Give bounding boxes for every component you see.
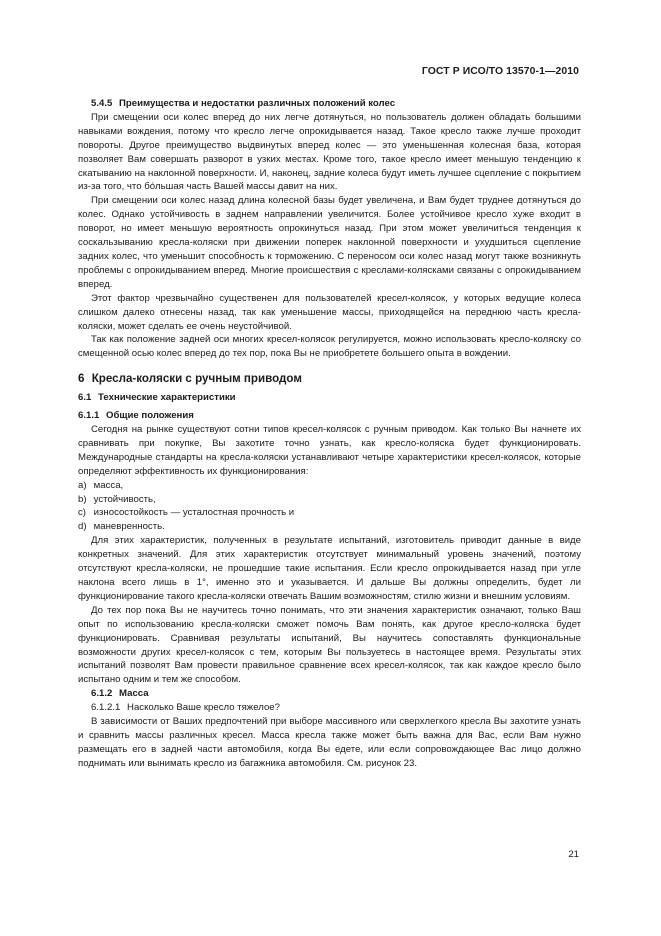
list-text: устойчивость, (93, 493, 156, 505)
list-marker: a) (78, 479, 87, 491)
subsection-6-1-2-1-heading (78, 701, 581, 715)
section-number: 6.1 (78, 392, 92, 404)
section-6-1-2-heading (78, 687, 581, 701)
list-marker: b) (78, 493, 87, 505)
section-title: Технические характеристики (98, 392, 236, 404)
list-item (78, 493, 581, 507)
paragraph: Так как положение задней оси многих кресел-колясок регулируется, можно использовать кресло-коляску со смещенной осью колес вперед до тех пор, пока Вы не приобретете большего опыта в вождении. (78, 334, 581, 360)
paragraph: При смещении оси колес назад длина колесной базы будет увеличена, и Вам будет труднее дотянуться до колес. Однако устойчивость в заднем направлении увеличится. Более устойчивое кресло хуже входит в поворот, но имеет меньшую вероятность опрокинуться назад. При этом может увеличиться тенденция к соскальзыванию кресла-коляски при движении поперек наклонной поверхности и ухудшиться сцепление задних колес, что уменьшит способность к торможению. С переносом оси колес назад могут также возникнуть проблемы с опрокидыванием вперед. Многие происшествия с креслами-колясками связаны с опрокидыванием вперед. (78, 195, 581, 290)
list-text: маневренность. (93, 521, 165, 533)
section-5-4-5-heading (78, 97, 581, 111)
list-item (78, 479, 581, 493)
characteristics-list (78, 479, 581, 535)
paragraph: Для этих характеристик, полученных в результате испытаний, изготовитель приводит данные в виде конкретных значений. Для этих характеристик отсутствует минимальный уровень значений, поэтому отсутствуют кресла-коляски, не прошедшие такие испытания. Если кресло опрокидывается назад при угле наклона всего лишь в 1°, именно это и указывается. И дальше Вы должны определить, будет ли функционирование такого кресла-коляски отвечать Вашим возможностям, стилю жизни и внешним условиям. (78, 535, 581, 602)
subsection-number: 6.1.2.1 (91, 702, 121, 714)
list-item (78, 506, 581, 520)
paragraph: Этот фактор чрезвычайно существенен для пользователей кресел-колясок, у которых ведущие колеса слишком далеко отнесены назад, так как уменьшение массы, приходящейся на переднюю часть кресла-коляски, может сделать ее очень неустойчивой. (78, 292, 581, 332)
section-number: 6.1.1 (78, 410, 100, 422)
list-marker: d) (78, 521, 87, 533)
list-item (78, 520, 581, 534)
list-text: масса, (93, 479, 124, 491)
paragraph: Сегодня на рынке существуют сотни типов кресел-колясок с ручным приводом. Как только Вы начнете их сравнивать при покупке, Вы захотите точно узнать, как кресло-коляска будет функционировать. Международные стандарты на кресла-коляски устанавливают четыре характеристики кресел-колясок, которые определяют эффективность их функционирования: (78, 424, 581, 477)
subsection-title: Насколько Ваше кресло тяжелое? (127, 702, 280, 714)
paragraph: При смещении оси колес вперед до них легче дотянуться, но пользователь должен обладать большими навыками вождения, потому что кресло легче опрокидывается назад. Такое кресло также лучше проходит повороты. Другое преимущество выдвинутых вперед колес — это уменьшенная колесная база, которая позволяет Вам совершать разворот в узких местах. Кроме того, такое кресло имеет меньшую тенденцию к скатыванию на наклонной поверхности. И, наконец, задние колеса будут иметь лучшее сцепление с покрытием из-за того, что бóльшая часть Вашей массы давит на них. (78, 111, 581, 193)
section-6-1-heading (78, 391, 581, 405)
section-number: 6 (78, 372, 85, 386)
section-6-1-1-heading (78, 409, 581, 423)
section-title: Масса (119, 688, 149, 700)
paragraph: В зависимости от Ваших предпочтений при выборе массивного или сверхлегкого кресла Вы захотите узнать и сравнить массы различных кресел. Масса кресла также может быть важна для Вас, если Вам нужно размещать его в задней части автомобиля, когда Вы едете, или если сопровождающее Вас лицо должно поднимать или вынимать кресло из багажника автомобиля. См. рисунок 23. (78, 716, 581, 769)
section-title: Преимущества и недостатки различных положений колес (119, 98, 396, 109)
section-title: Общие положения (106, 410, 194, 422)
document-standard-id: ГОСТ Р ИСО/ТО 13570-1—2010 (421, 66, 579, 77)
section-number: 5.4.5 (91, 98, 113, 109)
document-body (78, 97, 581, 771)
section-6-heading (78, 371, 581, 387)
paragraph: До тех пор пока Вы не научитесь точно понимать, что эти значения характеристик означают, только Ваш опыт по использованию кресла-коляски сможет помочь Вам понять, как другое кресло-коляска будет функционировать. Сравнивая результаты испытаний, Вы научитесь сопоставлять функциональные возможности других кресел-колясок с тем, которым Вы пользуетесь в настоящее время. Результаты этих испытаний позволят Вам провести правильное сравнение всех кресел-колясок, так как каждое кресло было испытано одним и тем же способом. (78, 604, 581, 686)
list-marker: c) (78, 507, 86, 519)
section-number: 6.1.2 (91, 688, 113, 700)
page-number: 21 (568, 849, 579, 860)
section-title: Кресла-коляски с ручным приводом (91, 372, 302, 386)
list-text: износостойкость — усталостная прочность и (93, 507, 295, 519)
